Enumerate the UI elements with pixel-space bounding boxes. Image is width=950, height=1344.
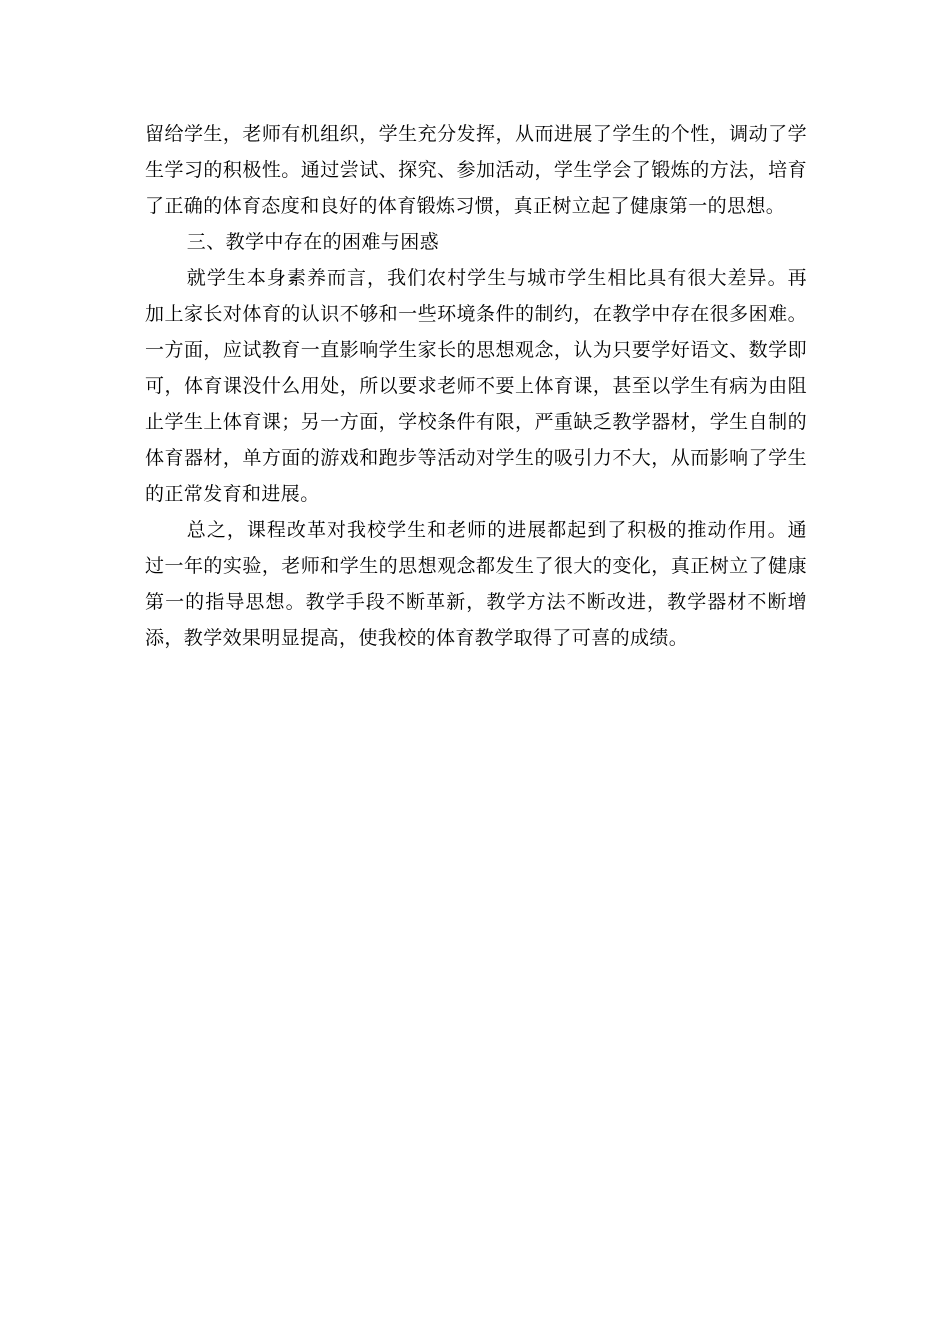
section-heading: 三、教学中存在的困难与困惑 (186, 231, 439, 253)
paragraph-continuation: 留给学生，老师有机组织，学生充分发挥，从而进展了学生的个性，调动了学生学习的积极性。通过尝试、探究、参加活动，学生学会了锻炼的方法，培育了正确的体育态度和良好的体育锻炼习惯，真正树立起了健康第一的思想。 (145, 123, 807, 217)
paragraph-conclusion: 总之，课程改革对我校学生和老师的进展都起到了积极的推动作用。通过一年的实验，老师和学生的思想观念都发生了很大的变化，真正树立了健康第一的指导思想。教学手段不断革新，教学方法不断改进，教学器材不断增添，教学效果明显提高，使我校的体育教学取得了可喜的成绩。 (145, 519, 807, 649)
document-body (145, 116, 807, 656)
paragraph-difficulties: 就学生本身素养而言，我们农村学生与城市学生相比具有很大差异。再加上家长对体育的认识不够和一些环境条件的制约，在教学中存在很多困难。一方面，应试教育一直影响学生家长的思想观念，认为只要学好语文、数学即可，体育课没什么用处，所以要求老师不要上体育课，甚至以学生有病为由阻止学生上体育课；另一方面，学校条件有限，严重缺乏教学器材，学生自制的体育器材，单方面的游戏和跑步等活动对学生的吸引力不大，从而影响了学生的正常发育和进展。 (145, 267, 807, 505)
